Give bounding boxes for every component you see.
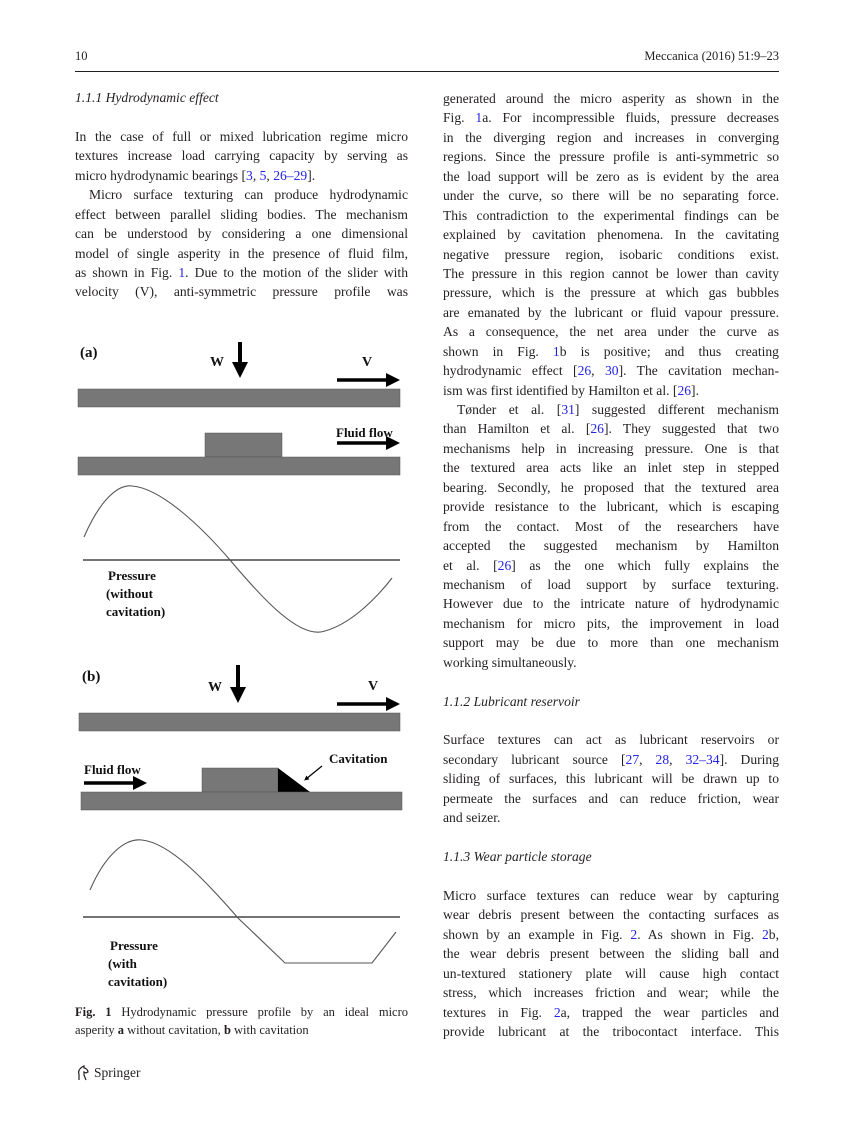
fluid-flow-label: Fluid flow — [336, 425, 393, 440]
text-run: ]. They suggested that two — [603, 421, 779, 437]
text-run: ] suggested different mechanism — [574, 402, 780, 417]
text-run: . As shown in Fig. — [637, 926, 762, 942]
fluid-flow-label: Fluid flow — [84, 762, 141, 777]
text-run: generated around the micro asperity as shown in the — [443, 91, 779, 106]
text-run: shown in Fig. — [443, 343, 553, 359]
base-plate — [81, 792, 402, 810]
text-run: sliding of surfaces, this lubricant will be drawn up to — [443, 771, 779, 787]
citation-link[interactable]: 32–34 — [685, 751, 720, 767]
bold-run: b — [223, 1022, 231, 1037]
text-run: are emanated by the lubricant or fluid vapour pressure. — [443, 304, 779, 320]
load-label: W — [210, 355, 224, 370]
text-run: a. For incompressible fluids, pressure decreases — [482, 110, 779, 126]
text-run: hydrodynamic effect [ — [443, 363, 578, 379]
base-plate — [78, 457, 400, 475]
text-run: provide lubricant at the tribocontact interface. This — [443, 1024, 779, 1040]
text-run: In the case of full or mixed lubrication regime micro — [75, 128, 408, 144]
springer-horse-icon — [75, 1065, 91, 1081]
text-run: accepted the suggested mechanism by Hamilton — [443, 538, 779, 554]
text-run: provide resistance to the lubricant, which is escaping — [443, 499, 779, 515]
citation-link[interactable]: 26–29 — [273, 167, 308, 183]
text-run: from the contact. Most of the researchers have — [443, 518, 779, 534]
text-run: mechanism for micro pits, the improvement in load — [443, 615, 779, 631]
citation-link[interactable]: 27 — [625, 751, 640, 767]
text-run: , — [669, 751, 686, 767]
text-run: regions. Since the pressure profile is anti-symmetric so — [443, 149, 779, 165]
text-run: . Due to the motion of the slider with — [185, 264, 408, 280]
page-number: 10 — [75, 49, 88, 63]
text-run: velocity (V), anti-symmetric pressure profile was — [75, 284, 408, 300]
slider-plate — [78, 389, 400, 407]
text-run: Micro surface textures can reduce wear by capturing — [443, 887, 779, 903]
text-line — [75, 1004, 408, 1022]
figure-panel-a — [78, 342, 400, 632]
text-run: , — [266, 167, 274, 183]
citation-link[interactable]: 1 — [552, 343, 560, 359]
panel-label: (b) — [82, 669, 101, 685]
text-run: stress, which increases friction and wear; while the — [443, 985, 779, 1001]
text-run: Fig. — [443, 110, 476, 126]
text-run: mechanism of load support by surface texturing. — [443, 576, 779, 592]
citation-link[interactable]: 2 — [553, 1004, 561, 1020]
text-run: shown by an example in Fig. — [443, 926, 631, 942]
section-heading: 1.1.3 Wear particle storage — [443, 849, 592, 865]
section-heading: 1.1.2 Lubricant reservoir — [443, 693, 580, 709]
citation-link[interactable]: 28 — [655, 751, 670, 767]
asperity — [202, 768, 278, 792]
text-run: without cavitation, — [123, 1022, 224, 1037]
slider-plate — [79, 713, 400, 731]
section-heading: 1.1.1 Hydrodynamic effect — [75, 90, 219, 105]
cavitation-label: Cavitation — [329, 751, 388, 766]
text-run: ]. The cavitation mechan- — [618, 363, 779, 379]
citation-link[interactable]: 26 — [677, 382, 692, 398]
text-run: Hydrodynamic pressure profile by an ideal micro — [111, 1005, 409, 1019]
text-line — [443, 1022, 779, 1041]
text-run: the textured area acts like an inlet step in stepped — [443, 460, 779, 476]
text-run: working simultaneously. — [443, 654, 577, 670]
text-run: with cavitation — [230, 1022, 309, 1037]
text-run: , — [252, 167, 260, 183]
text-run: ] as the one which fully explains the — [511, 557, 779, 573]
citation-link[interactable]: 26 — [590, 421, 604, 437]
citation-link[interactable]: 30 — [604, 363, 619, 379]
text-run: textures increase load carrying capacity by serving as — [75, 148, 408, 164]
load-label: W — [208, 680, 222, 695]
citation-link[interactable]: 2 — [630, 926, 638, 942]
text-line — [443, 1003, 779, 1022]
text-run: micro hydrodynamic bearings [ — [75, 167, 247, 183]
text-run: secondary lubricant source [ — [443, 751, 626, 767]
panel-label: (a) — [80, 345, 98, 361]
citation-link[interactable]: 26 — [577, 363, 592, 379]
text-run: effect between parallel sliding bodies. The mechanism — [75, 206, 408, 222]
text-run: However due to the intricate nature of hydrodynamic — [443, 596, 779, 612]
text-run: , — [639, 751, 656, 767]
text-run: b is positive; and thus creating — [559, 343, 779, 359]
text-run: et al. [ — [443, 557, 498, 573]
text-run: support may be due to more than one mechanism — [443, 635, 779, 651]
cavitation-zone — [278, 768, 310, 792]
text-run: b, — [768, 926, 779, 942]
text-run: explained by cavitation phenomena. In the cavitating — [443, 227, 779, 243]
text-run: pressure, which is the pressure at which gas bubbles — [443, 285, 779, 301]
text-run: can be understood by considering a one dimensional — [75, 226, 408, 242]
text-run: ]. — [691, 382, 699, 398]
journal-citation: Meccanica (2016) 51:9–23 — [644, 49, 779, 63]
figure-caption — [75, 1004, 408, 1039]
text-run: a, trapped the wear particles and — [560, 1004, 779, 1020]
publisher-name: Springer — [94, 1065, 141, 1080]
text-run: un-textured stationery plate will cause high contact — [443, 965, 779, 981]
pressure-label: Pressure (without cavitation) — [106, 568, 166, 619]
text-run: mechanisms help in increasing pressure. One is that — [443, 440, 779, 456]
velocity-label: V — [368, 679, 379, 694]
citation-link[interactable]: 31 — [561, 402, 575, 417]
citation-link[interactable]: 3 — [246, 167, 253, 183]
publisher-logo — [75, 1065, 141, 1081]
text-run: This contradiction to the experimental findings can be — [443, 207, 779, 223]
text-run: bearing. Secondly, he proposed that the textured area — [443, 479, 779, 495]
text-run: Tønder et al. [ — [457, 402, 562, 417]
text-run: and seizer. — [443, 810, 501, 826]
text-line — [75, 1022, 408, 1040]
text-run: permeate the surfaces and can reduce friction, wear — [443, 790, 779, 806]
text-run: asperity — [75, 1022, 118, 1037]
citation-link[interactable]: 2 — [762, 926, 769, 942]
text-run: As a consequence, the net area under the curve as — [443, 324, 779, 340]
citation-link[interactable]: 5 — [259, 167, 267, 183]
text-run: ]. During — [719, 751, 780, 767]
pressure-label: Pressure (with cavitation) — [108, 938, 168, 989]
text-run: ]. — [307, 167, 316, 183]
text-run: negative pressure region, isobaric conditions exist. — [443, 246, 779, 262]
text-run: Surface textures can act as lubricant reservoirs or — [443, 732, 779, 748]
citation-link[interactable]: 26 — [497, 557, 512, 573]
text-run: model of single asperity in the presence of fluid film, — [75, 245, 408, 261]
text-run: the wear debris present between the sliding ball and — [443, 946, 779, 962]
text-run: under the curve, so there will be no separating force. — [443, 188, 779, 204]
bold-run: Fig. 1 — [75, 1005, 112, 1019]
citation-link[interactable]: 1 — [178, 264, 186, 280]
text-run: , — [591, 363, 605, 379]
velocity-label: V — [362, 355, 373, 370]
text-run: The pressure in this region cannot be lower than cavity — [443, 265, 779, 281]
text-run: the load support will be zero as is evident by the area — [443, 168, 779, 184]
text-run: ism was first identified by Hamilton et al. [ — [443, 382, 678, 398]
text-run: than Hamilton et al. [ — [443, 421, 591, 437]
asperity — [205, 433, 282, 457]
figure-panel-b — [79, 665, 402, 989]
cavitation-arrow-icon — [306, 766, 322, 779]
text-run: textures in Fig. — [443, 1004, 554, 1020]
text-run: as shown in Fig. — [75, 264, 179, 280]
citation-link[interactable]: 1 — [475, 110, 483, 126]
text-run: in the diverging region and increases in converging — [443, 129, 779, 145]
bold-run: a — [117, 1022, 124, 1037]
text-run: wear debris present between the contacting surfaces as — [443, 907, 779, 923]
text-run: Micro surface texturing can produce hydrodynamic — [89, 187, 408, 203]
